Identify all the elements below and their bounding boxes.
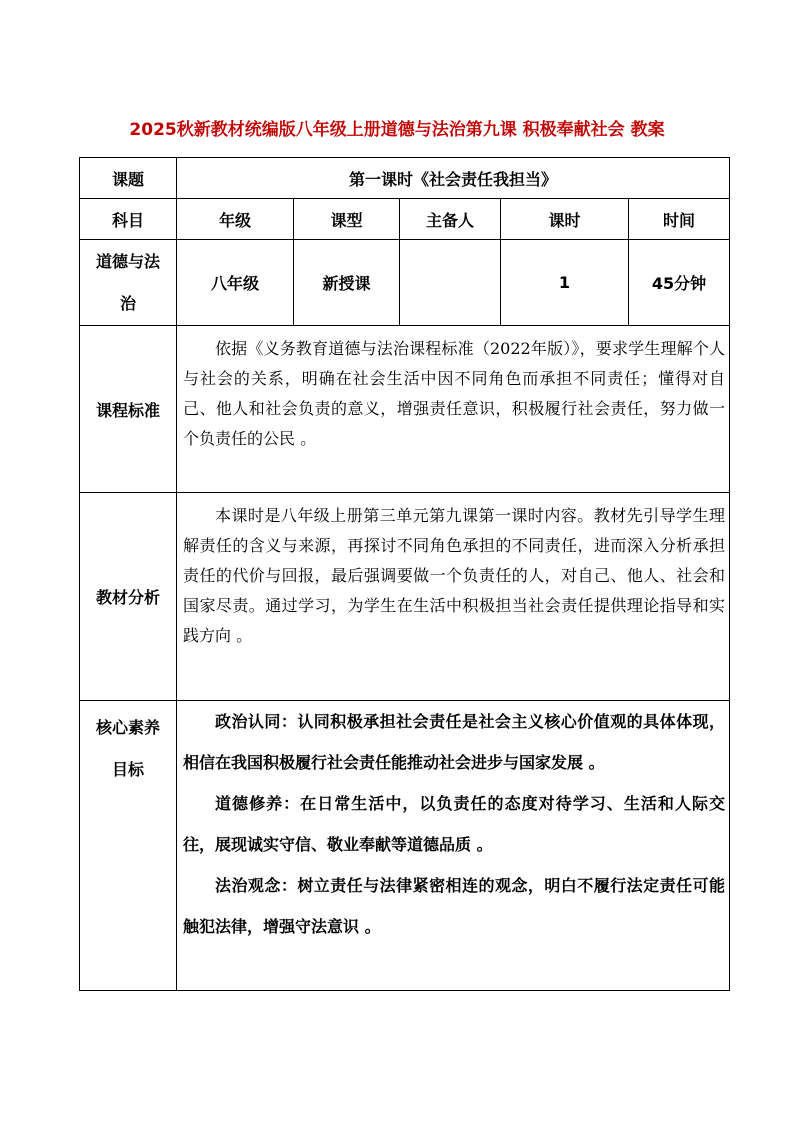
info-lesson-type: 新授课 bbox=[294, 240, 400, 326]
info-preparer bbox=[400, 240, 501, 326]
header-lesson-type: 课型 bbox=[294, 199, 400, 240]
analysis-text: 本课时是八年级上册第三单元第九课第一课时内容。教材先引导学生理解责任的含义与来源，再探讨不同角色承担的不同责任，进而深入分析承担责任的代价与回报，最后强调要做一个负责任的人，对自己、他人、社会和国家尽责。通过学习，为学生在生活中积极担当社会责任提供理论指导和实践方向 。 bbox=[183, 506, 726, 645]
curriculum-text: 依据《义务教育道德与法治课程标准（2022年版）》，要求学生理解个人与社会的关系，明确在社会生活中因不同角色而承担不同责任；懂得对自己、他人和社会负责的意义，增强责任意识，积极履行社会责任，努力做一个负责任的公民 。 bbox=[183, 339, 726, 448]
info-grade: 八年级 bbox=[177, 240, 294, 326]
header-time: 时间 bbox=[629, 199, 730, 240]
goal-political: 政治认同：认同积极承担社会责任是社会主义核心价值观的具体体现，相信在我国积极履行社会责任能推动社会进步与国家发展 。 bbox=[183, 712, 726, 772]
info-row bbox=[80, 240, 730, 326]
info-subject: 道德与法治 bbox=[80, 240, 177, 326]
header-preparer: 主备人 bbox=[400, 199, 501, 240]
goals-label-line1: 核心素养 bbox=[95, 718, 160, 737]
goal-moral: 道德修养：在日常生活中，以负责任的态度对待学习、生活和人际交往，展现诚实守信、敬业奉献等道德品质 。 bbox=[183, 794, 726, 854]
curriculum-label: 课程标准 bbox=[80, 326, 177, 493]
topic-row bbox=[80, 158, 730, 199]
info-time: 45分钟 bbox=[629, 240, 730, 326]
topic-value: 第一课时《社会责任我担当》 bbox=[177, 158, 730, 199]
analysis-row bbox=[80, 493, 730, 701]
info-periods: 1 bbox=[501, 240, 629, 326]
goals-row bbox=[80, 701, 730, 991]
lesson-plan-table bbox=[79, 157, 730, 991]
header-periods: 课时 bbox=[501, 199, 629, 240]
curriculum-row bbox=[80, 326, 730, 493]
topic-label: 课题 bbox=[80, 158, 177, 199]
analysis-label: 教材分析 bbox=[80, 493, 177, 701]
goals-label bbox=[80, 701, 177, 991]
analysis-content bbox=[177, 493, 730, 701]
goals-content bbox=[177, 701, 730, 991]
header-subject: 科目 bbox=[80, 199, 177, 240]
header-grade: 年级 bbox=[177, 199, 294, 240]
document-title: 2025秋新教材统编版八年级上册道德与法治第九课 积极奉献社会 教案 bbox=[129, 120, 665, 140]
goal-legal: 法治观念：树立责任与法律紧密相连的观念，明白不履行法定责任可能触犯法律，增强守法意识 。 bbox=[183, 876, 726, 936]
curriculum-content bbox=[177, 326, 730, 493]
goals-label-line2: 目标 bbox=[111, 760, 144, 779]
header-row bbox=[80, 199, 730, 240]
